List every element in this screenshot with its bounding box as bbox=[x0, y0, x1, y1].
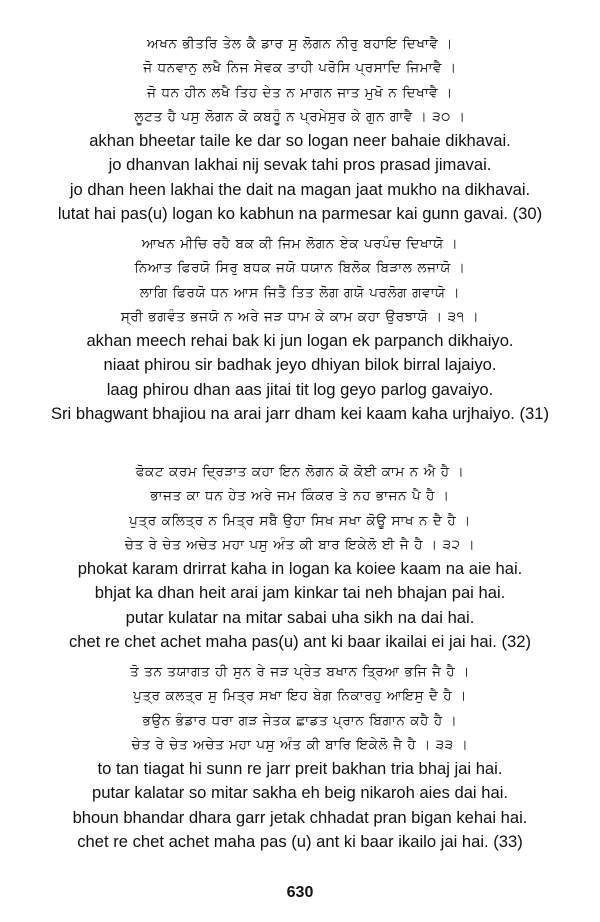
stanza-30 bbox=[0, 32, 600, 226]
transliteration-line: chet re chet achet maha pas (u) ant ki baar ikailo jai hai. (33) bbox=[77, 832, 523, 852]
transliteration-line: akhan bheetar taile ke dar so logan neer bahaie dikhavai. bbox=[89, 131, 511, 151]
gurmukhi-line: ਤੋ ਤਨ ਤਯਾਗਤ ਹੀ ਸੁਨ ਰੇ ਜੜ ਪ੍ਰੇਤ ਬਖਾਨ ਤ੍ਰਿਆ ਭਜਿ ਜੈ ਹੈ । bbox=[130, 664, 470, 680]
transliteration-line: laag phirou dhan aas jitai tit log geyo parlog gavaiyo. bbox=[106, 379, 494, 399]
stanza-32 bbox=[0, 460, 600, 654]
gurmukhi-line: ਫੋਕਟ ਕਰਮ ਦ੍ਰਿੜਾਤ ਕਹਾ ਇਨ ਲੋਗਨ ਕੋ ਕੋਈ ਕਾਮ ਨ ਐ ਹੈ । bbox=[135, 464, 465, 480]
transliteration-line: niaat phirou sir badhak jeyo dhiyan bilok birral lajaiyo. bbox=[103, 355, 497, 375]
gurmukhi-line: ਸ੍ਰੀ ਭਗਵੰਤ ਭਜਯੋ ਨ ਅਰੇ ਜੜ ਧਾਮ ਕੇ ਕਾਮ ਕਹਾ ਉਰਝਾਯੋ । ੩੧ । bbox=[120, 308, 480, 325]
transliteration-line: bhoun bhandar dhara garr jetak chhadat pran bigan kehai hai. bbox=[72, 807, 528, 827]
gurmukhi-line: ਭਉਨ ਭੰਡਾਰ ਧਰਾ ਗੜ ਜੇਤਕ ਛਾਡਤ ਪ੍ਰਾਨ ਬਿਗਾਨ ਕਹੈ ਹੈ । bbox=[142, 712, 458, 729]
transliteration-line: to tan tiagat hi sunn re jarr preit bakhan tria bhaj jai hai. bbox=[97, 759, 503, 779]
gurmukhi-line: ਚੇਤ ਰੇ ਚੇਤ ਅਚੇਤ ਮਹਾ ਪਸੁ ਅੰਤ ਕੀ ਬਾਰ ਇਕੇਲੋ ਈ ਜੈ ਹੈ । ੩੨ । bbox=[124, 536, 476, 553]
page-number: 630 bbox=[286, 884, 314, 901]
gurmukhi-line: ਜੋ ਧਨਵਾਨੁ ਲਖੈ ਨਿਜ ਸੇਵਕ ਤਾਹੀ ਪਰੋਸਿ ਪ੍ਰਸਾਦਿ ਜਿਮਾਵੈ । bbox=[143, 60, 457, 77]
gurmukhi-line: ਜੋ ਧਨ ਹੀਨ ਲਖੈ ਤਿਹ ਦੇਤ ਨ ਮਾਗਨ ਜਾਤ ਮੁਖੋ ਨ ਦਿਖਾਵੈ । bbox=[147, 84, 453, 101]
gurmukhi-line: ਪੁਤ੍ਰ ਕਲਤ੍ਰ ਸੁ ਮਿਤ੍ਰ ਸਖਾ ਇਹ ਬੇਗ ਨਿਕਾਰਹੁ ਆਇਸੁ ਦੈ ਹੈ । bbox=[133, 688, 467, 705]
transliteration-line: lutat hai pas(u) logan ko kabhun na parmesar kai gunn gavai. (30) bbox=[57, 204, 543, 224]
gurmukhi-line: ਲਾਗਿ ਫਿਰਯੋ ਧਨ ਆਸ ਜਿਤੈ ਤਿਤ ਲੋਗ ਗਯੋ ਪਰਲੋਗ ਗਵਾਯੋ । bbox=[139, 284, 461, 301]
stanza-31 bbox=[0, 232, 600, 426]
gurmukhi-line: ਚੇਤ ਰੇ ਚੇਤ ਅਚੇਤ ਮਹਾ ਪਸੁ ਅੰਤ ਕੀ ਬਾਰਿ ਇਕੇਲੋ ਜੈ ਹੈ । ੩੩ । bbox=[131, 736, 469, 753]
gurmukhi-line: ਨਿਆਤ ਫਿਰਯੋ ਸਿਰੁ ਬਧਕ ਜਯੋ ਧਯਾਨ ਬਿਲੋਕ ਬਿੜਾਲ ਲਜਾਯੋ । bbox=[134, 260, 466, 277]
transliteration-line: akhan meech rehai bak ki jun logan ek parpanch dikhaiyo. bbox=[86, 331, 514, 351]
transliteration-line: chet re chet achet maha pas(u) ant ki baar ikailai ei jai hai. (32) bbox=[68, 632, 532, 652]
gurmukhi-line: ਆਖਨ ਮੀਚਿ ਰਹੈ ਬਕ ਕੀ ਜਿਮ ਲੋਗਨ ਏਕ ਪਰਪੰਚ ਦਿਖਾਯੋ । bbox=[141, 236, 459, 252]
transliteration-line: Sri bhagwant bhajiou na arai jarr dham kei kaam kaha urjhaiyo. (31) bbox=[50, 404, 550, 424]
gurmukhi-line: ਭਾਜਤ ਕਾ ਧਨ ਹੇਤ ਅਰੇ ਜਮ ਕਿੰਕਰ ਤੇ ਨਹ ਭਾਜਨ ਪੈ ਹੈ । bbox=[150, 488, 450, 505]
transliteration-line: putar kulatar na mitar sabai uha sikh na dai hai. bbox=[125, 607, 475, 627]
transliteration-line: putar kalatar so mitar sakha eh beig nikaroh aies dai hai. bbox=[91, 783, 508, 803]
transliteration-line: phokat karam drirrat kaha in logan ka koiee kaam na aie hai. bbox=[77, 559, 523, 579]
transliteration-line: jo dhanvan lakhai nij sevak tahi pros prasad jimavai. bbox=[108, 155, 492, 175]
gurmukhi-line: ਪੁਤ੍ਰ ਕਲਿਤ੍ਰ ਨ ਮਿਤ੍ਰ ਸਬੈ ਉਹਾ ਸਿਖ ਸਖਾ ਕੋਊ ਸਾਖ ਨ ਦੈ ਹੈ । bbox=[129, 512, 471, 529]
gurmukhi-line: ਲੂਟਤ ਹੈ ਪਸੁ ਲੋਗਨ ਕੋ ਕਬਹੂੰ ਨ ਪ੍ਰਮੇਸੁਰ ਕੇ ਗੁਨ ਗਾਵੈ । ੩੦ । bbox=[134, 108, 466, 125]
gurmukhi-line: ਅਖਨ ਭੀਤਰਿ ਤੇਲ ਕੈ ਡਾਰ ਸੁ ਲੋਗਨ ਨੀਰੁ ਬਹਾਇ ਦਿਖਾਵੈ । bbox=[147, 36, 453, 52]
transliteration-line: bhjat ka dhan heit arai jam kinkar tai neh bhajan pai hai. bbox=[94, 583, 506, 603]
stanza-33 bbox=[0, 660, 600, 854]
transliteration-line: jo dhan heen lakhai the dait na magan jaat mukho na dikhavai. bbox=[69, 179, 531, 199]
